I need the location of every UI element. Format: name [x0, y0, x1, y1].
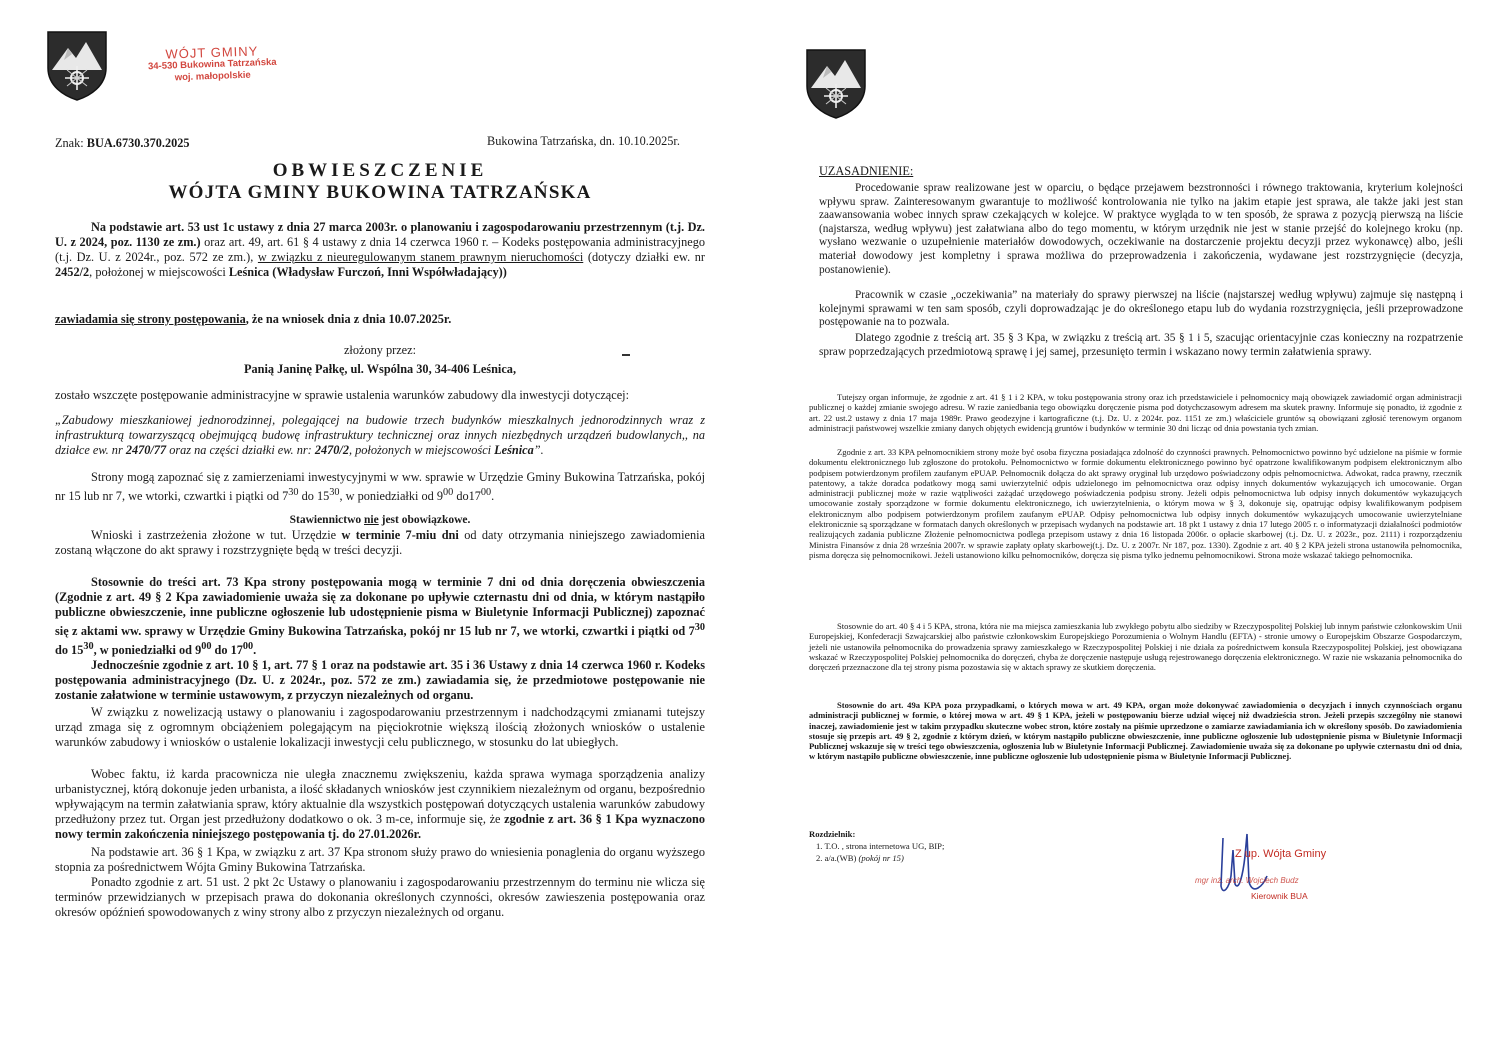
intro-text-1: oraz art. 49, art. 61 § 4 ustawy z dnia 14 czerwca 1960 r. – Kodeks postępowania administracyjnego (t.j. Dz. U. z 2024r., poz. 572 ze zm.), [55, 235, 706, 264]
art73-paragraph [55, 575, 705, 658]
case-reference [55, 136, 190, 151]
attendance-text-2: jest obowiązkowe. [378, 514, 471, 526]
sup-00: 00 [443, 487, 454, 498]
legal-basis: Na podstawie art. 53 ust 1c ustawy z dnia 27 marca 2003r. o planowaniu i zagospodarowaniu przestrzennym (t.j. Dz. U. z 2024, poz. 1130 ze zm.) [55, 220, 705, 249]
review-text-5: . [491, 489, 495, 504]
requests-text: Wnioski i zastrzeżenia złożone w tut. Urzędzie [91, 528, 342, 542]
coat-of-arms-icon [805, 48, 867, 120]
sup-30: 30 [288, 487, 299, 498]
requests-text-2: od daty otrzymania niniejszego zawiadomienia zostaną włączone do akt sprawy i rozstrzygnięte będą w treści decyzji. [55, 528, 706, 557]
investment-description [55, 413, 705, 458]
initiated-text: zostało wszczęte postępowanie administracyjne w sprawie ustalenia warunków zabudowy dla inwestycji dotyczącej: [55, 388, 629, 402]
case-reference-label: Znak: [55, 136, 87, 150]
page-right [750, 0, 1500, 1061]
requests-paragraph [55, 528, 705, 558]
intro-underlined: w związku z nieuregulowanym stanem prawnym nieruchomości [257, 250, 584, 264]
art10-paragraph: Jednocześnie zgodnie z art. 10 § 1, art. 77 § 1 oraz na podstawie art. 35 i 36 Ustawy z dnia 14 czerwca 1960 r. Kodeks postępowania administracyjnego (Dz. U. z 2024r., poz. 572 ze zm.) zawiadamia się, że przedmiotowe postępowanie nie zostanie załatwione w terminie ustawowym, z przyczyn niezależnych od organu. [55, 658, 705, 702]
art73-text-2: do 15 [55, 643, 84, 658]
sup-00: 00 [242, 641, 254, 653]
attendance-underlined: nie [364, 514, 379, 526]
signature-authority: Z up. Wójta Gminy [1235, 848, 1327, 860]
investment-text-2: oraz na części działki ew. nr: [166, 443, 315, 457]
notify-date: , że na wniosek dnia z dnia 10.07.2025r. [245, 312, 452, 326]
art49a-note: Stosownie do art. 49a KPA poza przypadkami, o których mowa w art. 49 KPA, organ może dokonywać zawiadomienia o decyzjach i innych czynnościach organu administracji publicznej w formie, o której mowa w art. 49 § 1 KPA, jeżeli w postępowaniu bierze udział więcej niż dwadzieścia stron. Jeżeli przepis szczególny nie stanowi inaczej, zawiadomienie jest w takim przypadku skuteczne wobec stron, które zostały na piśmie uprzedzone o zamiarze zawiadamiania ich w określony sposób. Do zawiadomienia stosuje się przepis art. 49 § 2, zgodnie z którym dzień, w którym nastąpiło publiczne obwieszczenie, inne publiczne ogłoszenie lub udostępnienie pisma w Biuletynie Informacji Publicznej wskazuje się w treści tego obwieszczenia, ogłoszenia lub w Biuletynie Informacji Publicznej. Zawiadomienie uważa się za dokonane po upływie czternastu dni od dnia, w którym nastąpiło publiczne obwieszczenie, inne publiczne ogłoszenie lub udostępnienie pisma w Biuletynie Informacji Publicznej. [809, 700, 1462, 762]
attendance-note [55, 513, 705, 528]
art73-text: Stosownie do treści art. 73 Kpa strony postępowania mogą w terminie 7 dni od dnia doręczenia obwieszczenia (Zgodnie z art. 49 § 2 Kpa zawiadomienie uważa się za dokonane po upływie czternastu dni od dnia, w którym nastąpiło publiczne obwieszczenie, inne publiczne ogłoszenie lub udostępnienie pisma w Biuletynie Informacji Publicznej) zapoznać się z aktami ww. sprawy w Urzędzie Gminy Bukowina Tatrzańska, pokój nr 15 lub nr 7, we wtorki, czwartki i piątki od 7 [55, 575, 705, 639]
investment-parcel-2: 2470/2 [314, 443, 349, 457]
sup-30: 30 [83, 641, 94, 653]
notice-title: OBWIESZCZENIE [272, 160, 488, 181]
justification-paragraph-2: Pracownik w czasie „oczekiwania” na materiały do sprawy pierwszej na liście (najstarszej według wpływu) zajmuje się następną i kolejnymi sprawami w ten sam sposób, czyli doprowadzając je do określonego etapu lub do wydania rozstrzygnięcia, jeśli przeprowadzone postępowanie na to pozwala. [819, 289, 1463, 329]
distribution-item-1: 1. T.O. , strona internetowa UG, BIP; [816, 841, 945, 851]
applicant: Panią Janinę Pałkę, ul. Wspólna 30, 34-406 Leśnica, [243, 362, 517, 376]
review-text-3: , w poniedziałki od 9 [339, 489, 443, 504]
art73-text-3: , w poniedziałki od 9 [93, 643, 202, 658]
justification-paragraph-3: Dlatego zgodnie z treścią art. 35 § 3 Kpa, w związku z treścią art. 35 § 1 i 5, szacując orientacyjnie czas konieczny na rozpatrzenie spraw poprzedzających przedmiotową sprawę i jej samej, przesunięto termin i wskazano nowy termin załatwienia sprawy. [819, 332, 1463, 358]
review-paragraph [55, 470, 705, 504]
notice-subtitle: WÓJTA GMINY BUKOWINA TATRZAŃSKA [168, 182, 592, 203]
review-text-4: do17 [453, 489, 481, 504]
justification-paragraph-1: Procedowanie spraw realizowane jest w oparciu, o będące przejawem bezstronności i równego traktowania, kryterium kolejności wpływu spraw. Zainteresowanym gwarantuje to możliwość kontrolowania nie tylko na jakim etapie jest sprawa, ale także jaki jest stan zaawansowania wobec innych spraw czekających w kolejce. W praktyce wygląda to w ten sposób, że sprawa z pozycją pierwszą na liście (najstarsza, według wpływu) jest załatwiana albo do tego momentu, w którym urzędnik nie jest w stanie przejść do kolejnego kroku (np. wysłano wezwanie o uzupełnienie materiałów dowodowych, oczekiwanie na dostarczenie projektu decyzji przez wykonawcę) albo, jeśli materiał dowodowy jest kompletny i sprawa możliwa do przeprowadzenia i zakończenia, wydawane jest rozstrzygnięcie (decyzja, postanowienie). [819, 182, 1463, 276]
stamp-line-1: WÓJT GMINY [165, 43, 259, 62]
signatory-position: Kierownik BUA [1251, 891, 1308, 901]
signatory-name: mgr inż. arch. Wojciech Budz [1195, 876, 1299, 885]
amendment-paragraph: W związku z nowelizacją ustawy o planowaniu i zagospodarowaniu przestrzennym i nadchodzącymi zmianami tutejszy urząd zmaga się z ogromnym obciążeniem polegającym na pięciokrotnie większą ilością złożonych wniosków o ustalenie warunków zabudowy i wniosków o ustalenie lokalizacji inwestycji celu publicznego, w stosunku do lat ubiegłych. [55, 705, 705, 749]
investment-text-4: ”. [533, 443, 544, 457]
attendance-text: Stawiennictwo [289, 514, 365, 526]
notify-underlined: zawiadamia się strony postępowania [55, 312, 246, 326]
stamp-line-3: woj. małopolskie [174, 69, 251, 84]
intro-paragraph [55, 220, 705, 280]
sup-00: 00 [201, 641, 212, 653]
filed-by-label: złożony przez: [343, 343, 417, 357]
art36-paragraph: Na podstawie art. 36 § 1 Kpa, w związku z art. 37 Kpa stronom służy prawo do wniesienia ponaglenia do organu wyższego stopnia za pośrednictwem Wójta Gminy Bukowina Tatrzańska. [55, 845, 705, 874]
parcel-number: 2452/2 [55, 265, 90, 279]
art73-text-5: . [253, 643, 257, 658]
requests-deadline: w terminie 7-miu dni [341, 528, 459, 542]
distribution-item-2-text: 2. a/a.(WB) [816, 853, 859, 863]
art51-paragraph: Ponadto zgodnie z art. 51 ust. 2 pkt 2c Ustawy o planowaniu i zagospodarowaniu przestrzennym do terminu nie wlicza się terminów przewidzianych w przepisach prawa do dokonania określonych czynności, okresów zawieszenia postępowania oraz okresów opóźnień spowodowanych z winy strony albo z przyczyn niezależnych od organu. [55, 875, 705, 919]
art73-text-4: do 17 [211, 643, 243, 658]
justification-heading: UZASADNIENIE: [819, 164, 914, 178]
foreign-party-note: Stosownie do art. 40 § 4 i 5 KPA, strona, która nie ma miejsca zamieszkania lub zwykłego pobytu albo siedziby w Rzeczypospolitej Polskiej lub innym państwie członkowskim Unii Europejskiej, Konfederacji Szwajcarskiej albo państwie członkowskim Europejskiego Porozumienia o Wolnym Handlu (EFTA) - stronie umowy o Europejskim Obszarze Gospodarczym, jeżeli nie ustanowiła pełnomocnika do prowadzenia sprawy zamieszkałego w Rzeczypospolitej Polskiej i nie działa za pośrednictwem konsula Rzeczypospolitej Polskiej, jest obowiązana wskazać w Rzeczypospolitej Polskiej pełnomocnika do doręczeń, chyba że doręczenie następuje usługą rejestrowanego doręczenia elektronicznego. W razie nie wskazania pełnomocnika do doręczeń przeznaczone dla tej strony pisma pozostawia się w aktach sprawy ze skutkiem doręczenia. [809, 621, 1462, 673]
review-text-2: do 15 [298, 489, 330, 504]
sup-30: 30 [694, 622, 705, 633]
office-stamp [147, 45, 277, 85]
distribution-title: Rozdzielnik: [809, 829, 856, 839]
notify-line [55, 312, 451, 327]
location-owners: Leśnica (Władysław Furczoń, Inni Współwładający)) [228, 265, 507, 279]
coat-of-arms-icon [46, 30, 108, 102]
intro-text-2: (dotyczy działki ew. nr [583, 250, 705, 264]
distribution-item-2-room: (pokój nr 15) [858, 853, 904, 863]
intro-text-3: , położonej w miejscowości [89, 265, 229, 279]
new-deadline: zgodnie z art. 36 § 1 Kpa wyznaczono nowy termin zakończenia niniejszego postępowania tj. do 27.01.2026r. [55, 812, 706, 841]
address-change-note: Tutejszy organ informuje, że zgodnie z art. 41 § 1 i 2 KPA, w toku postępowania strony oraz ich przedstawiciele i pełnomocnicy mają obowiązek zawiadomić organ administracji publicznej o każdej zmianie swojego adresu. W razie zaniedbania tego obowiązku doręczenie pisma pod dotychczasowym adresem ma skutek prawny. Informuje się ponadto, iż zgodnie z art. 22 ust.2 ustawy z dnia 17 maja 1989r. Prawo geodezyjne i kartograficzne (t.j. Dz. U. z 2024r. poz. 1151 ze zm.) właściciele gruntów są obowiązani zgłosić terenowym organom administracji państwowej wszelkie zmiany danych objętych ewidencją gruntów i budynków w terminie 30 dni licząc od dnia powstania tych zmian. [809, 392, 1462, 433]
staffing-text: Wobec faktu, iż karda pracownicza nie uległa znacznemu zwiększeniu, każda sprawa wymaga sporządzenia analizy urbanistycznej, którą dokonuje jeden urbanista, a ilość składanych wniosków jest czynnikiem niezależnym od organu, bezpośrednio wpływającym na termin załatwiania spraw, który aktualnie dla wszystkich postępowań dotyczących ustalenia warunków zabudowy przedłużony przez tut. Organ jest przedłużony dodatkowo o ok. 3 m-ce, informuje się, że [55, 767, 705, 826]
sup-30: 30 [329, 487, 340, 498]
proxy-note: Zgodnie z art. 33 KPA pełnomocnikiem strony może być osoba fizyczna posiadająca zdolność do czynności prawnych. Pełnomocnictwo powinno być udzielone na piśmie w formie dokumentu elektronicznego lub zgłoszone do protokołu. Pełnomocnictwo w formie dokumentu elektronicznego powinno być opatrzone kwalifikowanym podpisem elektronicznym albo podpisem potwierdzonym profilem zaufanym ePUAP. Pełnomocnik dołącza do akt sprawy oryginał lub urzędowo poświadczony odpis pełnomocnictwa. Adwokat, radca prawny, rzecznik patentowy, a także doradca podatkowy mogą sami uwierzytelnić odpis udzielonego im pełnomocnictwa oraz odpisy innych dokumentów wykazujących ich umocowanie. Organ administracji publicznej może w razie wątpliwości zażądać urzędowego poświadczenia podpisu strony. Jeżeli odpis pełnomocnictwa lub odpisy innych dokumentów wykazujących umocowanie zostały sporządzone w formie dokumentu elektronicznego, ich uwierzytelnienia, o którym mowa w § 3, dokonuje się, opatrując odpisy kwalifikowanym podpisem elektronicznym albo podpisem potwierdzonym profilem zaufanym ePUAP. Odpisy pełnomocnictwa lub odpisy innych dokumentów wykazujących umocowanie uwierzytelniane elektronicznie są sporządzane w formatach danych określonych w przepisach wydanych na podstawie art. 18 pkt 1 ustawy z dnia 17 lutego 2005 r. o informatyzacji działalności podmiotów realizujących zadania publiczne Złożenie pełnomocnictwa podlega przepisom ustawy z dnia 16 listopada 2006r. o opłacie skarbowej (t.j. Dz. U. z 2023r., poz. 2111) i rozporządzeniu Ministra Finansów z dnia 28 września 2007r. w sprawie zapłaty opłaty skarbowej(t.j. Dz. U. z 2007r. Nr 187, poz. 1330). Zgodnie z art. 40 § 2 KPA jeżeli strona ustanowiła pełnomocnika, pisma doręcza się pełnomocnikowi. Jeżeli ustanowiono kilku pełnomocników, doręcza się pisma tylko jednemu pełnomocnikowi. Strona może wskazać takiego pełnomocnika. [809, 447, 1462, 560]
scan-mark [622, 354, 630, 356]
investment-location: Leśnica [494, 443, 534, 457]
sup-00: 00 [480, 487, 492, 498]
review-text: Strony mogą zapoznać się z zamierzeniami inwestycyjnymi w ww. sprawie w Urzędzie Gminy Bukowina Tatrzańska, pokój nr 15 lub nr 7, we wtorki, czwartki i piątki od 7 [55, 470, 705, 504]
staffing-paragraph [55, 767, 705, 842]
stamp-line-2: 34-530 Bukowina Tatrzańska [147, 56, 277, 73]
investment-text: „Zabudowy mieszkaniowej jednorodzinnej, polegającej na budowie trzech budynków mieszkalnych jednorodzinnych wraz z infrastrukturą towarzyszącą obejmującą budowę infrastruktury technicznej oraz innych niezbędnych urządzeń budowlanych,, na działce ew. nr [55, 413, 705, 457]
investment-parcel-1: 2470/77 [125, 443, 167, 457]
distribution-item-2 [816, 853, 904, 863]
place-date: Bukowina Tatrzańska, dn. 10.10.2025r. [487, 134, 680, 148]
investment-text-3: , położonych w miejscowości [348, 443, 495, 457]
case-reference-value: BUA.6730.370.2025 [86, 136, 190, 150]
signature-block [1195, 826, 1345, 906]
